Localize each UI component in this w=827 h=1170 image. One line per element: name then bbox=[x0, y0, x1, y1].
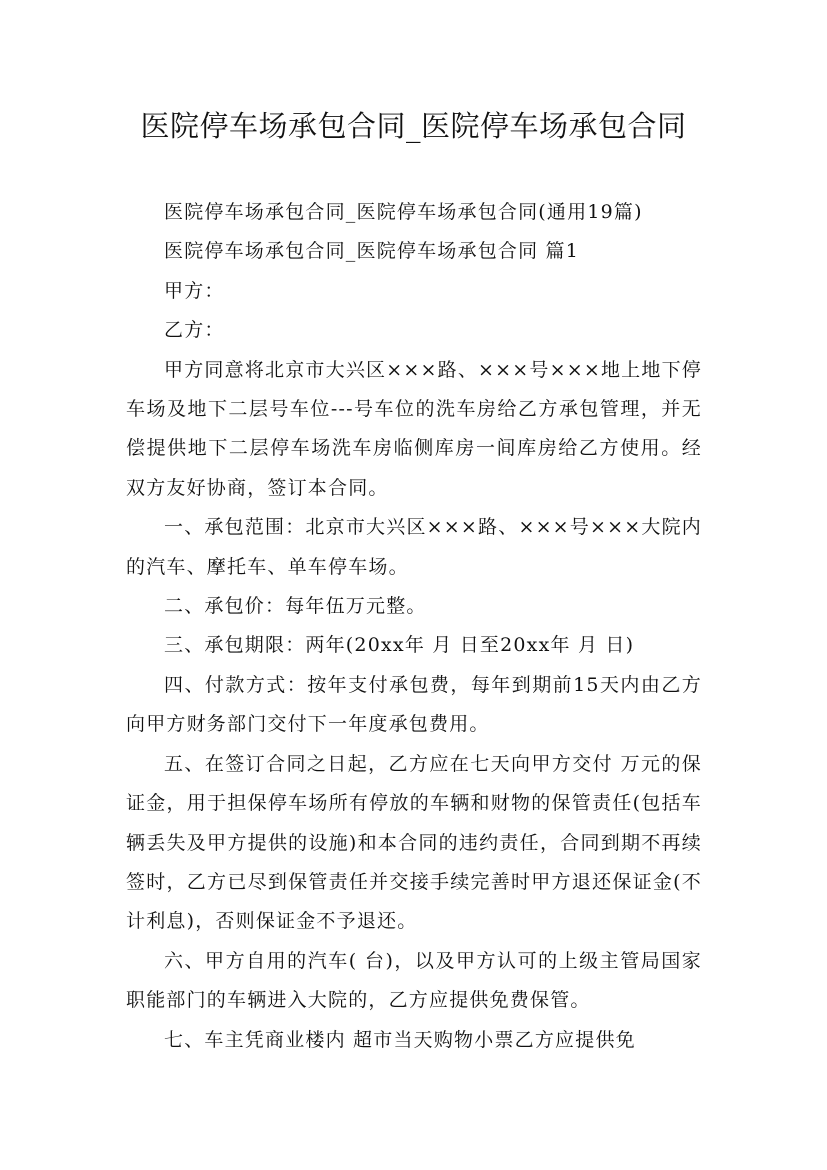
paragraph: 甲方同意将北京市大兴区×××路、×××号×××地上地下停车场及地下二层号车位---号车位的洗车房给乙方承包管理，并无偿提供地下二层停车场洗车房临侧库房一间库房给乙方使用。经双方友好协商，签订本合同。 bbox=[126, 358, 702, 499]
paragraph: 医院停车场承包合同_医院停车场承包合同(通用19篇) bbox=[164, 201, 643, 223]
paragraph: 三、承包期限：两年(20xx年 月 日至20xx年 月 日) bbox=[164, 634, 635, 657]
paragraph: 二、承包价：每年伍万元整。 bbox=[164, 595, 427, 618]
document-title: 医院停车场承包合同_医院停车场承包合同 bbox=[140, 109, 687, 143]
document-body bbox=[126, 193, 702, 1060]
paragraph: 甲方： bbox=[164, 279, 225, 302]
paragraph: 一、承包范围：北京市大兴区×××路、×××号×××大院内的汽车、摩托车、单车停车场。 bbox=[126, 516, 702, 578]
paragraph: 六、甲方自用的汽车( 台)，以及甲方认可的上级主管局国家职能部门的车辆进入大院的，乙方应提供免费保管。 bbox=[126, 949, 702, 1012]
paragraph: 四、付款方式：按年支付承包费，每年到期前15天内由乙方向甲方财务部门交付下一年度承包费用。 bbox=[126, 673, 702, 736]
paragraph: 七、车主凭商业楼内 超市当天购物小票乙方应提供免 bbox=[164, 1028, 636, 1051]
paragraph: 乙方： bbox=[164, 319, 225, 342]
paragraph: 五、在签订合同之日起，乙方应在七天向甲方交付 万元的保证金，用于担保停车场所有停放的车辆和财物的保管责任(包括车辆丢失及甲方提供的设施)和本合同的违约责任，合同到期不再续签时，乙方已尽到保管责任并交接手续完善时甲方退还保证金(不计利息)，否则保证金不予退还。 bbox=[126, 752, 702, 933]
paragraph: 医院停车场承包合同_医院停车场承包合同 篇1 bbox=[164, 240, 580, 263]
